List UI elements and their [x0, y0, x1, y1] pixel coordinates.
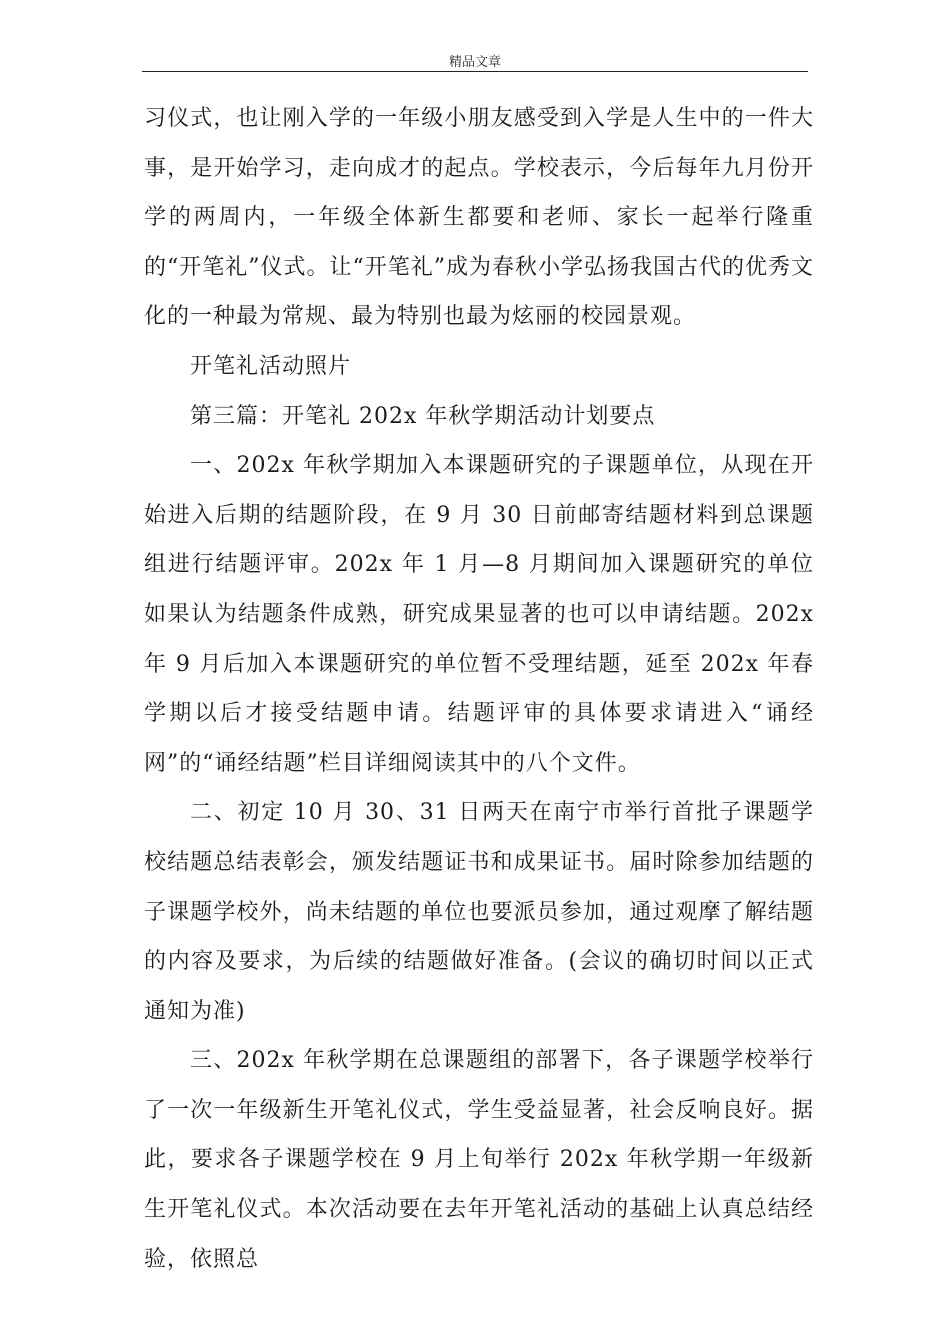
- section-heading: 第三篇：开笔礼 202x 年秋学期活动计划要点: [190, 403, 656, 429]
- paragraph-continuation: 习仪式，也让刚入学的一年级小朋友感受到入学是人生中的一件大事，是开始学习，走向成才的起点。学校表示，今后每年九月份开学的两周内，一年级全体新生都要和老师、家长一起举行隆重的“开笔礼”仪式。让“开笔礼”成为春秋小学弘扬我国古代的优秀文化的一种最为常规、最为特别也最为炫丽的校园景观。: [144, 106, 814, 330]
- document-body: [144, 94, 814, 1284]
- page-header: 精品文章: [448, 55, 501, 70]
- photo-caption: 开笔礼活动照片: [190, 353, 352, 379]
- header-divider: [142, 71, 808, 72]
- paragraph-item-2: 二、初定 10 月 30、31 日两天在南宁市举行首批子课题学校结题总结表彰会，颁发结题证书和成果证书。届时除参加结题的子课题学校外，尚未结题的单位也要派员参加，通过观摩了解结题的内容及要求，为后续的结题做好准备。(会议的确切时间以正式通知为准): [144, 800, 814, 1024]
- paragraph-item-1: 一、202x 年秋学期加入本课题研究的子课题单位，从现在开始进入后期的结题阶段，在 9 月 30 日前邮寄结题材料到总课题组进行结题评审。202x 年 1 月—8 月期间加入课题研究的单位如果认为结题条件成熟，研究成果显著的也可以申请结题。202x 年 9 月后加入本课题研究的单位暂不受理结题，延至 202x 年春学期以后才接受结题申请。结题评审的具体要求请进入“诵经网”的“诵经结题”栏目详细阅读其中的八个文件。: [144, 453, 814, 776]
- paragraph-item-3: 三、202x 年秋学期在总课题组的部署下，各子课题学校举行了一次一年级新生开笔礼仪式，学生受益显著，社会反响良好。据此，要求各子课题学校在 9 月上旬举行 202x 年秋学期一年级新生开笔礼仪式。本次活动要在去年开笔礼活动的基础上认真总结经验，依照总: [144, 1048, 814, 1272]
